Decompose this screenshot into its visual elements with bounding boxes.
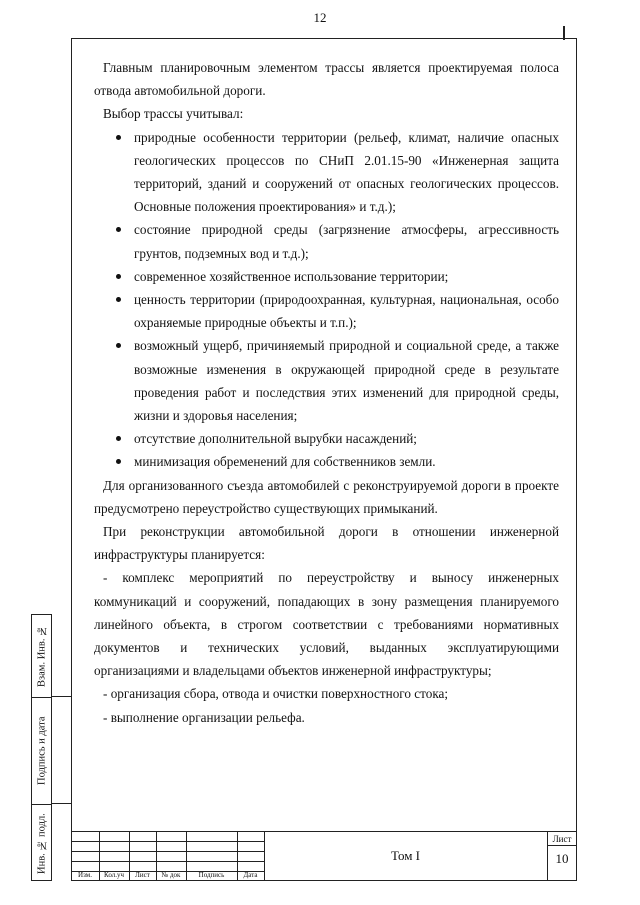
document-body bbox=[94, 56, 559, 729]
bullet-icon bbox=[116, 297, 121, 302]
bullet-icon bbox=[116, 274, 121, 279]
side-label-podpis: Подпись и дата bbox=[36, 716, 48, 786]
bullet-icon bbox=[116, 227, 121, 232]
side-cell-vzam bbox=[32, 615, 52, 698]
list-item bbox=[94, 288, 559, 334]
dash-item-relief: - выполнение организации рельефа. bbox=[103, 709, 305, 725]
header-list: Лист bbox=[135, 871, 150, 879]
side-value-vzam bbox=[52, 614, 72, 697]
paragraph-intro: Главным планировочным элементом трассы является проектируемая полоса отвода автомобильной дороги. bbox=[94, 60, 559, 99]
list-item bbox=[94, 450, 559, 473]
list-item-text: минимизация обременений для собственников земли. bbox=[134, 454, 436, 470]
title-block bbox=[71, 831, 577, 881]
sheet-number: 10 bbox=[555, 851, 569, 866]
revision-table bbox=[71, 831, 264, 881]
sheet-label: Лист bbox=[552, 834, 572, 844]
side-label-vzam: Взам. Инв. № bbox=[36, 624, 48, 688]
list-item bbox=[94, 265, 559, 288]
side-cell-podpis bbox=[32, 698, 52, 805]
list-item-text: отсутствие дополнительной вырубки насаждений; bbox=[134, 431, 417, 447]
side-value-inv bbox=[52, 804, 72, 881]
paragraph-infrastructure: При реконструкции автомобильной дороги в отношении инженерной инфраструктуры планируется: bbox=[94, 524, 559, 563]
page-number: 12 bbox=[313, 10, 327, 25]
header-doc-no: № док bbox=[161, 871, 181, 879]
side-value-podpis bbox=[52, 697, 72, 804]
bullet-icon bbox=[116, 343, 121, 348]
list-item-text: ценность территории (природоохранная, культурная, национальная, особо охраняемые природные объекты и т.п.); bbox=[134, 292, 559, 331]
list-item-text: возможный ущерб, причиняемый природной и социальной среде, а также возможные изменения в окружающей природной среде в результате проведения работ и последствия этих изменений для природной среды, жизни и здоровья населения; bbox=[134, 338, 559, 424]
header-izm: Изм. bbox=[78, 871, 92, 879]
sheet-separator bbox=[547, 845, 577, 846]
header-signature: Подпись bbox=[198, 871, 225, 879]
dash-item-drainage: - организация сбора, отвода и очистки поверхностного стока; bbox=[103, 686, 449, 702]
list-item-text: современное хозяйственное использование территории; bbox=[134, 268, 449, 284]
header-kol-uch: Кол.уч bbox=[104, 871, 124, 879]
bullet-list bbox=[94, 126, 559, 474]
list-item bbox=[94, 218, 559, 264]
dash-item-relocation: - комплекс мероприятий по переустройству и выносу инженерных коммуникаций и сооружений, попадающих в зону размещения планируемого линейного объекта, в строгом соответствии с требованиями нормативных документов и технических условий, выданных эксплуатирующими организациями и владельцами объектов инженерной инфраструктуры; bbox=[94, 570, 559, 679]
header-date: Дата bbox=[243, 871, 258, 879]
side-label-inv: Инв. № подл. bbox=[36, 813, 48, 874]
side-value-column bbox=[51, 614, 71, 881]
side-cell-inv bbox=[32, 805, 52, 882]
list-item-text: природные особенности территории (рельеф, климат, наличие опасных геологических процессов по СНиП 2.01.15-90 «Инженерная защита территорий, зданий и сооружений от опасных геологических процессов. Основные положения проектирования» и т.д.); bbox=[134, 129, 559, 215]
paragraph-selection: Выбор трассы учитывал: bbox=[103, 106, 244, 122]
side-strip bbox=[31, 614, 71, 881]
list-item-text: состояние природной среды (загрязнение атмосферы, агрессивность грунтов, подземных вод и т.д.); bbox=[134, 222, 559, 261]
bullet-icon bbox=[116, 436, 121, 441]
document-title: Том I bbox=[390, 848, 421, 863]
list-item bbox=[94, 427, 559, 450]
frame-tick bbox=[563, 26, 565, 40]
bullet-icon bbox=[116, 459, 121, 464]
paragraph-exits: Для организованного съезда автомобилей с реконструируемой дороги в проекте предусмотрено переустройство существующих примыканий. bbox=[94, 477, 559, 516]
list-item bbox=[94, 126, 559, 219]
list-item bbox=[94, 334, 559, 427]
side-label-column bbox=[31, 614, 51, 881]
bullet-icon bbox=[116, 135, 121, 140]
